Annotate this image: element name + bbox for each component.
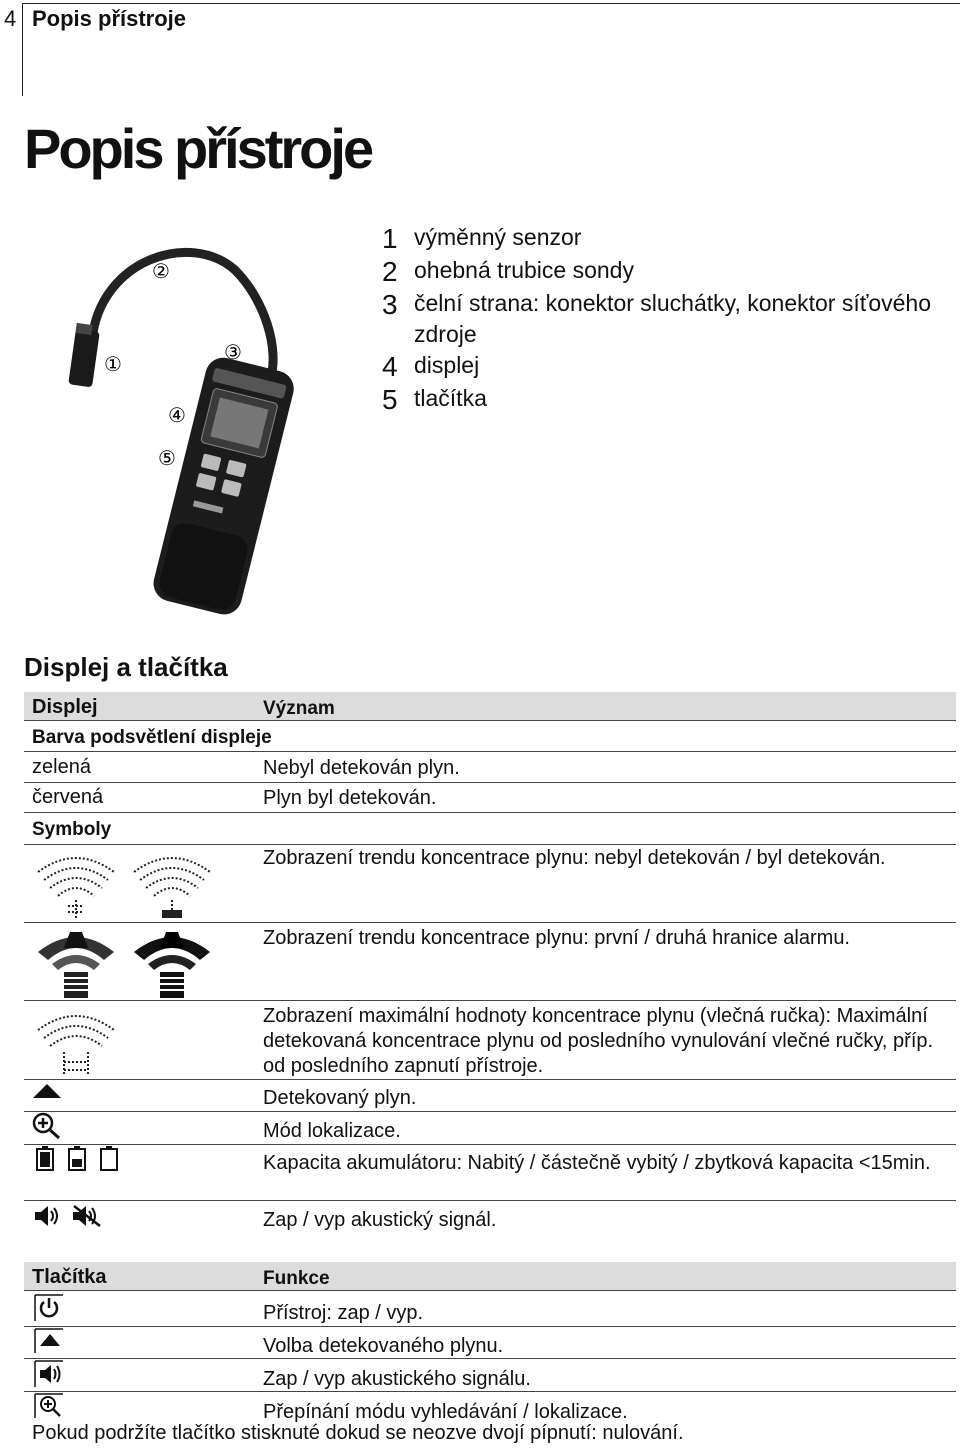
alarm-meaning: Zobrazení trendu koncentrace plynu: první / druhá hranice alarmu. (263, 927, 850, 949)
table-rule (24, 844, 956, 845)
table-rule (24, 751, 956, 752)
trend-icons (34, 848, 224, 920)
table-rule (24, 1391, 956, 1392)
battery-icons (36, 1146, 126, 1172)
buttons-table-header (24, 1262, 956, 1290)
speaker-off-icon (73, 1206, 100, 1226)
table-rule (24, 1000, 956, 1001)
part-item: 4 displej (382, 351, 480, 382)
table-rule (24, 720, 956, 721)
display-table-header (24, 692, 956, 720)
page-title: Popis přístroje (24, 117, 372, 180)
device-illustration (60, 240, 360, 620)
locate-button-icon (34, 1393, 66, 1419)
speaker-on-icon (35, 1206, 57, 1226)
parts-list (382, 222, 942, 416)
power-button-icon (34, 1294, 64, 1322)
trend-none-icon (38, 858, 114, 918)
sound-function: Zap / vyp akustického signálu. (263, 1368, 531, 1390)
part-item: 2 ohebná trubice sondy (382, 256, 634, 287)
callout-2: ② (152, 259, 170, 283)
running-header: Popis přístroje (32, 6, 187, 31)
battery-half-icon (69, 1146, 85, 1170)
gas-button-icon (34, 1328, 64, 1354)
table-rule (24, 1079, 956, 1080)
part-item: 3 čelní strana: konektor sluchátky, konektor síťového zdroje (382, 289, 932, 347)
gas-function: Volba detekovaného plynu. (263, 1335, 504, 1357)
symbols-label: Symboly (32, 819, 112, 840)
col-function: Funkce (263, 1268, 330, 1289)
callout-4: ④ (168, 403, 186, 427)
table-rule (24, 1111, 956, 1112)
locate-meaning: Mód lokalizace. (263, 1120, 401, 1142)
part-item: 5 tlačítka (382, 384, 487, 415)
trend-detected-icon (134, 858, 210, 918)
gas-triangle-icon (32, 1083, 62, 1099)
footer-note: Pokud podržíte tlačítko stisknuté dokud se neozve dvojí pípnutí: nulování. (32, 1422, 684, 1444)
alarm-icons (34, 926, 224, 1000)
backlight-label: Barva podsvětlení displeje (32, 727, 272, 748)
green-meaning: Nebyl detekován plyn. (263, 757, 460, 779)
col-meaning: Význam (263, 698, 335, 719)
gas-meaning: Detekovaný plyn. (263, 1087, 417, 1109)
red-label: červená (32, 786, 104, 808)
sound-meaning: Zap / vyp akustický signál. (263, 1209, 497, 1231)
sound-icons (34, 1204, 104, 1228)
table-rule (24, 1358, 956, 1359)
magnifier-plus-icon (32, 1112, 62, 1140)
table-rule (24, 1290, 956, 1291)
power-function: Přístroj: zap / vyp. (263, 1302, 424, 1324)
max-meaning: Zobrazení maximální hodnoty koncentrace plynu (vlečná ručka): Maximální detekovaná koncentrace plynu od posledního vynulování vlečné ručky, příp. od posledního zapnutí přístroje. (263, 1005, 934, 1077)
trend-meaning: Zobrazení trendu koncentrace plynu: nebyl detekován / byl detekován. (263, 847, 886, 869)
callout-1: ① (104, 352, 122, 376)
header-top-rule (22, 3, 960, 4)
alarm-first-icon (38, 932, 114, 998)
page-number: 4 (4, 6, 17, 31)
callout-3: ③ (224, 340, 242, 364)
sound-button-icon (34, 1360, 66, 1388)
callout-5: ⑤ (158, 446, 176, 470)
header-divider (22, 4, 23, 96)
col-buttons: Tlačítka (32, 1266, 107, 1288)
battery-full-icon (37, 1146, 53, 1170)
max-value-icon (34, 1006, 124, 1078)
table-rule (24, 1326, 956, 1327)
table-rule (24, 782, 956, 783)
green-label: zelená (32, 756, 91, 778)
section-title: Displej a tlačítka (24, 652, 228, 682)
table-rule (24, 922, 956, 923)
red-meaning: Plyn byl detekován. (263, 787, 437, 809)
col-display: Displej (32, 696, 98, 718)
table-rule (24, 1200, 956, 1201)
battery-empty-icon (101, 1146, 117, 1170)
part-item: 1 výměnný senzor (382, 223, 582, 254)
battery-meaning: Kapacita akumulátoru: Nabitý / částečně vybitý / zbytková kapacita <15min. (263, 1152, 931, 1174)
alarm-second-icon (134, 932, 210, 998)
table-rule (24, 1144, 956, 1145)
locate-function: Přepínání módu vyhledávání / lokalizace. (263, 1401, 628, 1423)
table-rule (24, 812, 956, 813)
